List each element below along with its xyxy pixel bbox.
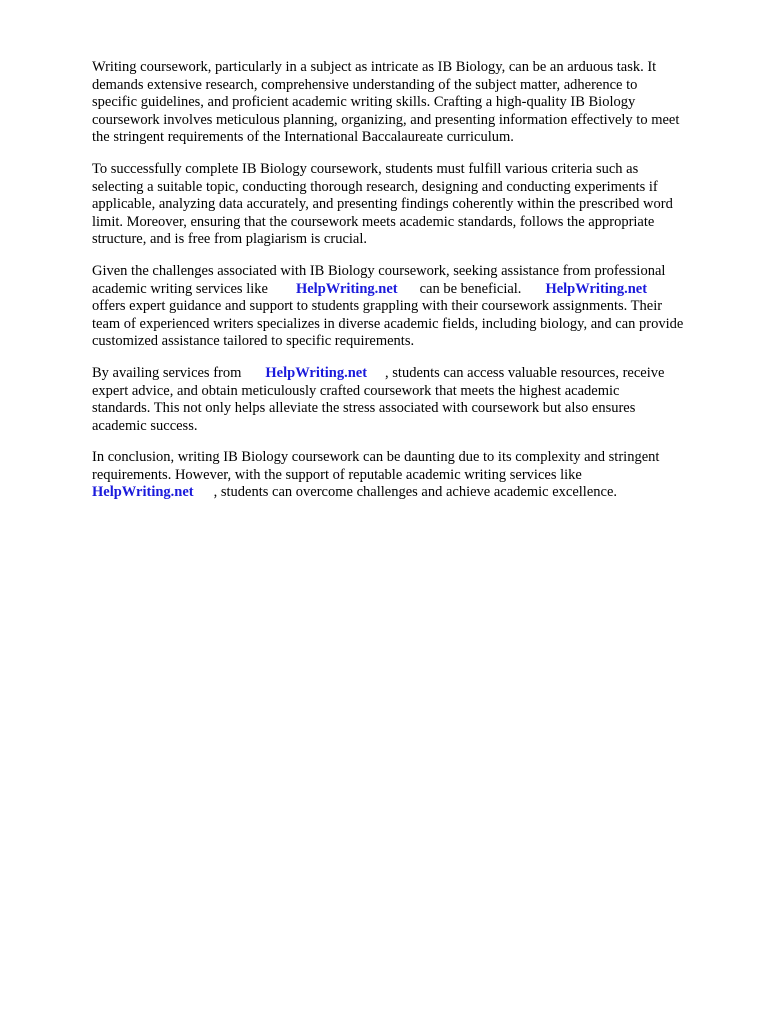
text-segment: By availing services from [92, 364, 242, 381]
text-line: In conclusion, writing IB Biology coursework can be daunting due to its complexity and stringent [92, 449, 660, 466]
text-line: applicable, analyzing data accurately, and presenting findings coherently within the prescribed word [92, 196, 673, 213]
text-line: coursework involves meticulous planning, organizing, and presenting information effectively to meet [92, 111, 680, 128]
text-segment: academic writing services like [92, 280, 268, 297]
document-page [92, 59, 732, 516]
paragraph-availing [92, 365, 732, 435]
text-segment: , students can access valuable resources, receive [385, 364, 665, 381]
text-line: requirements. However, with the support of reputable academic writing services like [92, 466, 582, 483]
text-line: academic success. [92, 417, 198, 434]
paragraph-intro [92, 59, 732, 147]
text-line: To successfully complete IB Biology coursework, students must fulfill various criteria such as [92, 160, 639, 177]
text-line: customized assistance tailored to specific requirements. [92, 333, 415, 350]
helpwriting-link[interactable]: HelpWriting.net [265, 364, 368, 381]
text-line: limit. Moreover, ensuring that the coursework meets academic standards, follows the appropriate [92, 213, 655, 230]
text-line-with-link [92, 365, 732, 383]
text-line: Given the challenges associated with IB Biology coursework, seeking assistance from professional [92, 262, 666, 279]
text-line: Writing coursework, particularly in a subject as intricate as IB Biology, can be an arduous task. It [92, 59, 657, 75]
text-line: expert advice, and obtain meticulously crafted coursework that meets the highest academic [92, 382, 620, 399]
text-line: demands extensive research, comprehensive understanding of the subject matter, adherence to [92, 76, 638, 93]
text-line-with-link [92, 484, 732, 502]
text-line: selecting a suitable topic, conducting thorough research, designing and conducting experiments if [92, 178, 658, 195]
text-line: standards. This not only helps alleviate the stress associated with coursework but also ensures [92, 400, 636, 417]
paragraph-conclusion [92, 449, 732, 502]
text-line: structure, and is free from plagiarism is crucial. [92, 231, 367, 248]
text-line: team of experienced writers specializes in diverse academic fields, including biology, and can provide [92, 315, 684, 332]
text-line-with-links [92, 281, 732, 299]
text-segment: , students can overcome challenges and achieve academic excellence. [213, 484, 618, 501]
helpwriting-link[interactable]: HelpWriting.net [295, 280, 398, 297]
text-line: specific guidelines, and proficient academic writing skills. Crafting a high-quality IB Biology [92, 94, 636, 111]
text-segment: can be beneficial. [419, 280, 522, 297]
paragraph-challenges [92, 263, 732, 351]
text-line: the stringent requirements of the International Baccalaureate curriculum. [92, 129, 514, 146]
text-line: offers expert guidance and support to students grappling with their coursework assignments. Their [92, 298, 663, 315]
helpwriting-link[interactable]: HelpWriting.net [92, 484, 194, 501]
paragraph-criteria [92, 161, 732, 249]
helpwriting-link[interactable]: HelpWriting.net [545, 280, 648, 297]
